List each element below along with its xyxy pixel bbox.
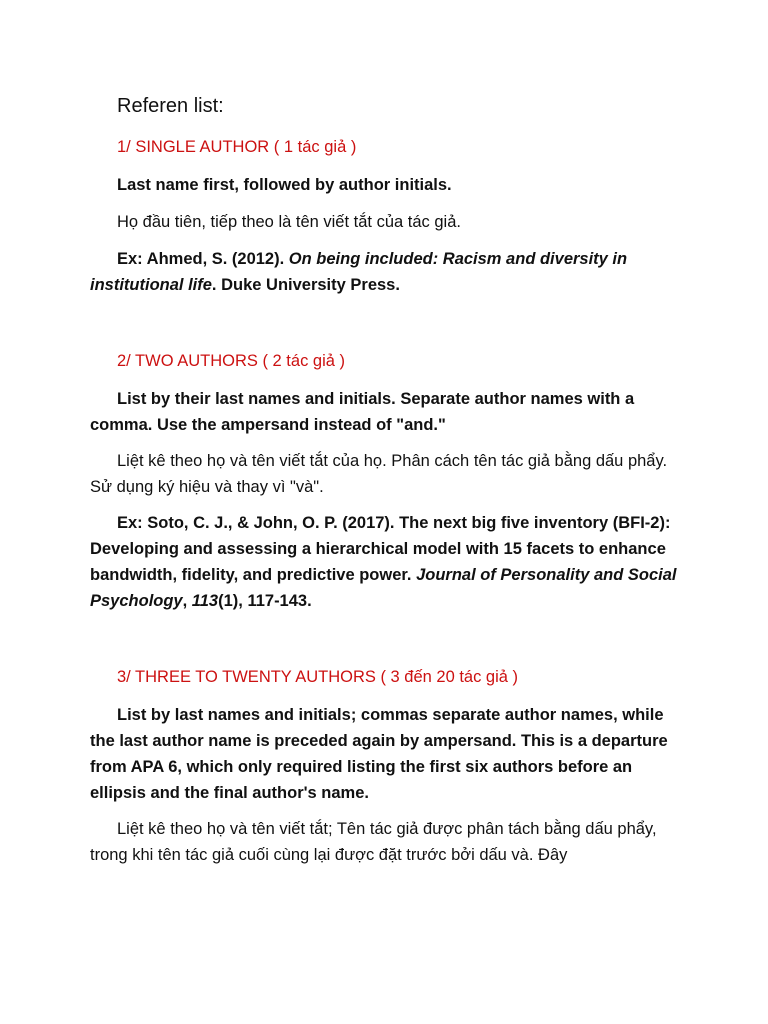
rule-english: Last name first, followed by author initials. bbox=[117, 176, 452, 194]
example-journal: Journal of Personality and Social Psychology bbox=[90, 566, 677, 610]
example-suffix: . Duke University Press. bbox=[211, 276, 400, 294]
rule-vietnamese: Liệt kê theo họ và tên viết tắt; Tên tác giả được phân tách bằng dấu phẩy, trong khi tên tác giả cuối cùng lại được đặt trước bởi dấu và. Đây bbox=[90, 820, 657, 864]
example-separator: , bbox=[182, 592, 192, 610]
rule-vietnamese: Họ đầu tiên, tiếp theo là tên viết tắt của tác giả. bbox=[117, 213, 461, 231]
rule-vietnamese: Liệt kê theo họ và tên viết tắt của họ. Phân cách tên tác giả bằng dấu phẩy. Sử dụng ký hiệu và thay vì "và". bbox=[90, 452, 668, 496]
page-title: Referen list: bbox=[117, 95, 224, 117]
section-heading-two-authors: 2/ TWO AUTHORS ( 2 tác giả ) bbox=[117, 352, 345, 370]
example-volume: 113 bbox=[191, 592, 219, 610]
example-book-title: On being included: Racism and diversity in institutional life bbox=[90, 250, 628, 294]
rule-english: List by their last names and initials. Separate author names with a comma. Use the ampersand instead of "and." bbox=[90, 390, 635, 434]
example-suffix: (1), 117-143. bbox=[218, 592, 312, 610]
example-prefix: Ex: Ahmed, S. (2012). bbox=[117, 250, 289, 268]
example-prefix: Ex: Soto, C. J., & John, O. P. (2017). The next big five inventory (BFI-2): Developing and assessing a hierarchical model with 15 facets to enhance bandwidth, fidelity, and predictive power. bbox=[90, 514, 671, 584]
section-heading-single-author: 1/ SINGLE AUTHOR ( 1 tác giả ) bbox=[117, 138, 357, 156]
example-reference bbox=[90, 510, 680, 614]
document-page bbox=[90, 92, 680, 868]
section-heading-three-to-twenty-authors: 3/ THREE TO TWENTY AUTHORS ( 3 đến 20 tác giả ) bbox=[117, 668, 519, 686]
rule-english: List by last names and initials; commas separate author names, while the last author name is preceded again by ampersand. This is a departure from APA 6, which only required listing the first six authors before an ellipsis and the final author's name. bbox=[90, 706, 668, 802]
example-reference bbox=[90, 246, 680, 298]
